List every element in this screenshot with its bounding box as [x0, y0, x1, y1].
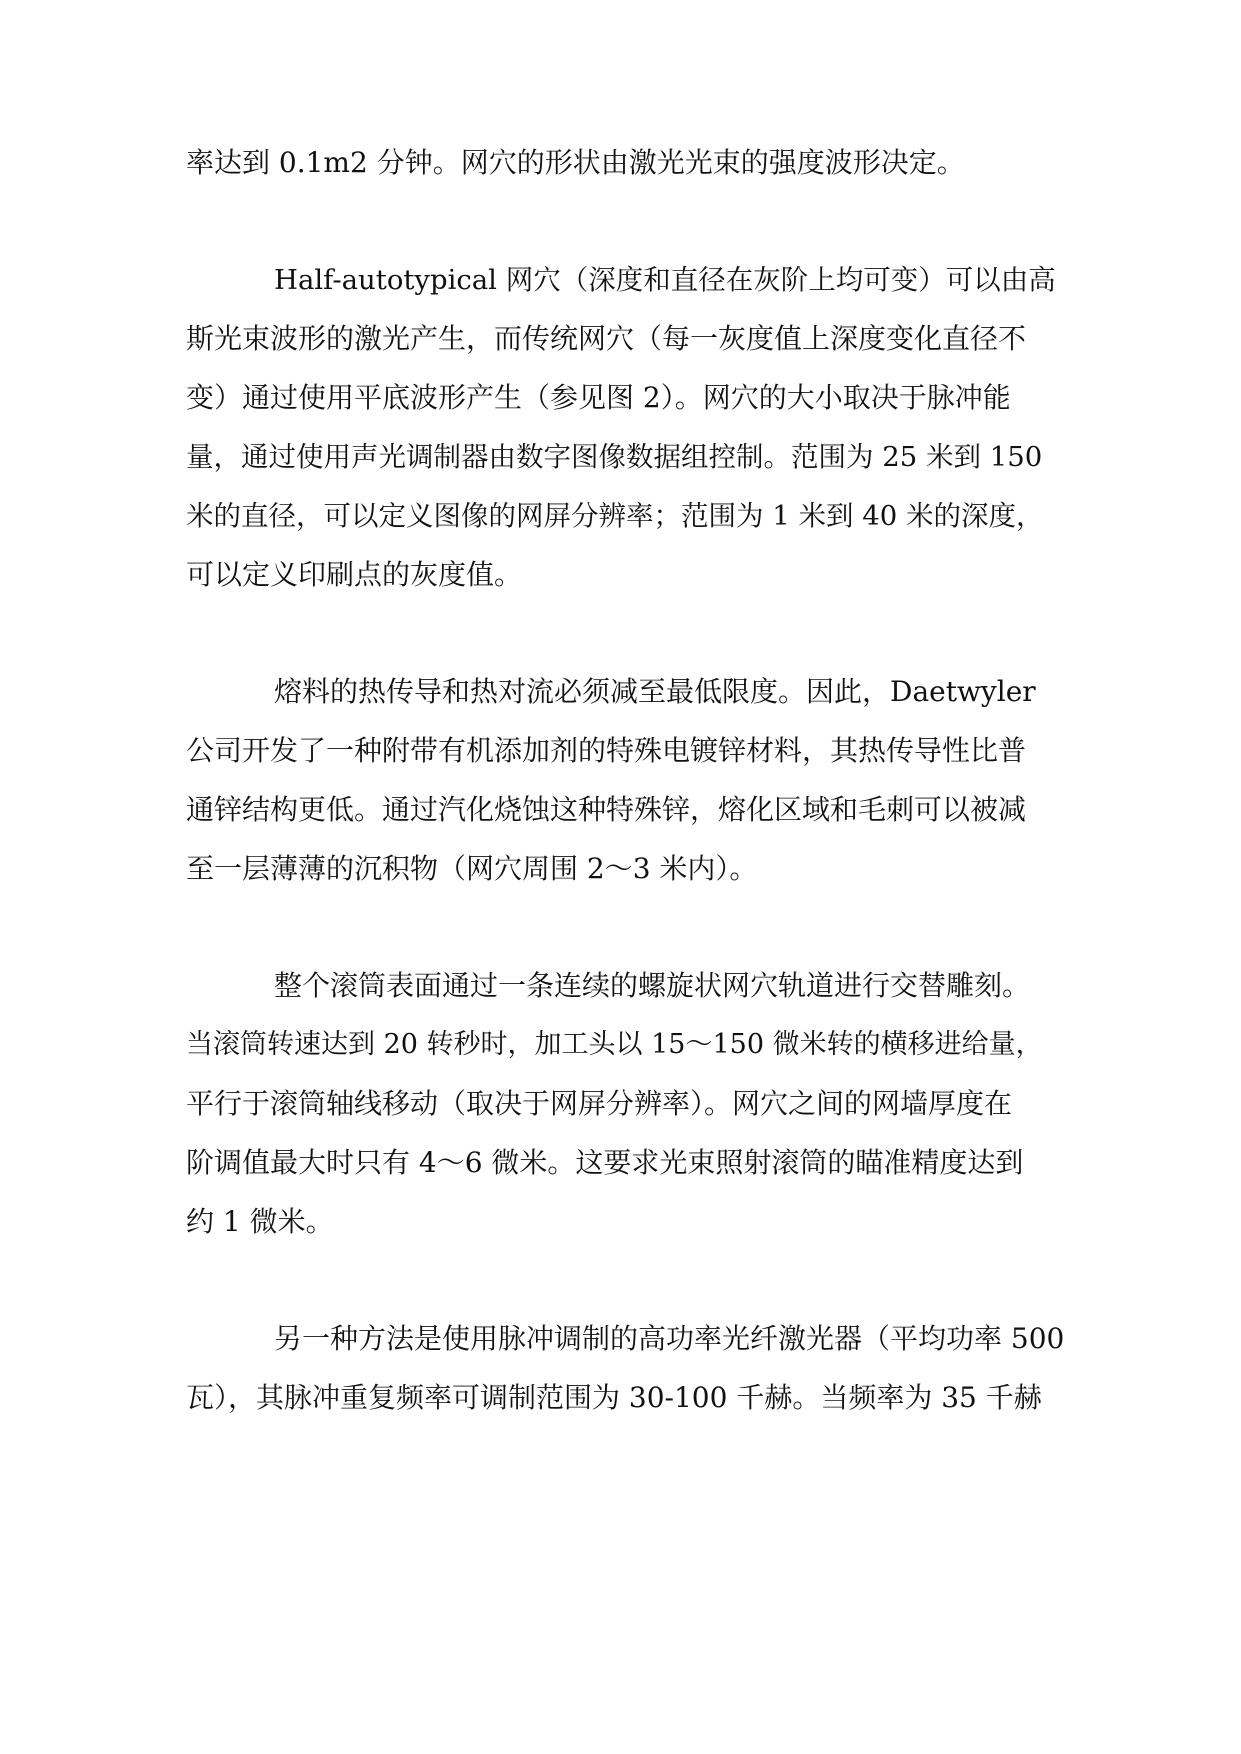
text-line: 斯光束波形的激光产生，而传统网穴（每一灰度值上深度变化直径不 — [186, 322, 1027, 355]
text-line: 率达到 0.1m2 分钟。网穴的形状由激光光束的强度波形决定。 — [186, 146, 965, 179]
text-line: 量，通过使用声光调制器由数字图像数据组控制。范围为 25 米到 150 — [186, 441, 1043, 473]
text-line: 变）通过使用平底波形产生（参见图 2）。网穴的大小取决于脉冲能 — [186, 381, 1011, 414]
text-line: 公司开发了一种附带有机添加剂的特殊电镀锌材料，其热传导性比普 — [186, 734, 1027, 767]
text-line: 熔料的热传导和热对流必须减至最低限度。因此，Daetwyler — [274, 675, 1036, 708]
text-line: 阶调值最大时只有 4～6 微米。这要求光束照射滚筒的瞄准精度达到 — [186, 1146, 1024, 1179]
text-line: 另一种方法是使用脉冲调制的高功率光纤激光器（平均功率 500 — [274, 1322, 1065, 1355]
text-line: 至一层薄薄的沉积物（网穴周围 2～3 米内）。 — [186, 852, 758, 885]
text-line: 瓦），其脉冲重复频率可调制范围为 30-100 千赫。当频率为 35 千赫 — [186, 1381, 1042, 1414]
text-line: Half-autotypical 网穴（深度和直径在灰阶上均可变）可以由高 — [274, 264, 1056, 296]
text-line: 通锌结构更低。通过汽化烧蚀这种特殊锌，熔化区域和毛刺可以被减 — [186, 793, 1027, 826]
text-line: 米的直径，可以定义图像的网屏分辨率；范围为 1 米到 40 米的深度， — [186, 500, 1044, 532]
text-line: 当滚筒转速达到 20 转秒时，加工头以 15～150 微米转的横移进给量， — [186, 1029, 1043, 1060]
text-line: 整个滚筒表面通过一条连续的螺旋状网穴轨道进行交替雕刻。 — [274, 969, 1031, 1002]
text-line: 平行于滚筒轴线移动（取决于网屏分辨率）。网穴之间的网墙厚度在 — [186, 1087, 1013, 1120]
text-line: 可以定义印刷点的灰度值。 — [186, 558, 523, 591]
text-line: 约 1 微米。 — [186, 1205, 334, 1238]
